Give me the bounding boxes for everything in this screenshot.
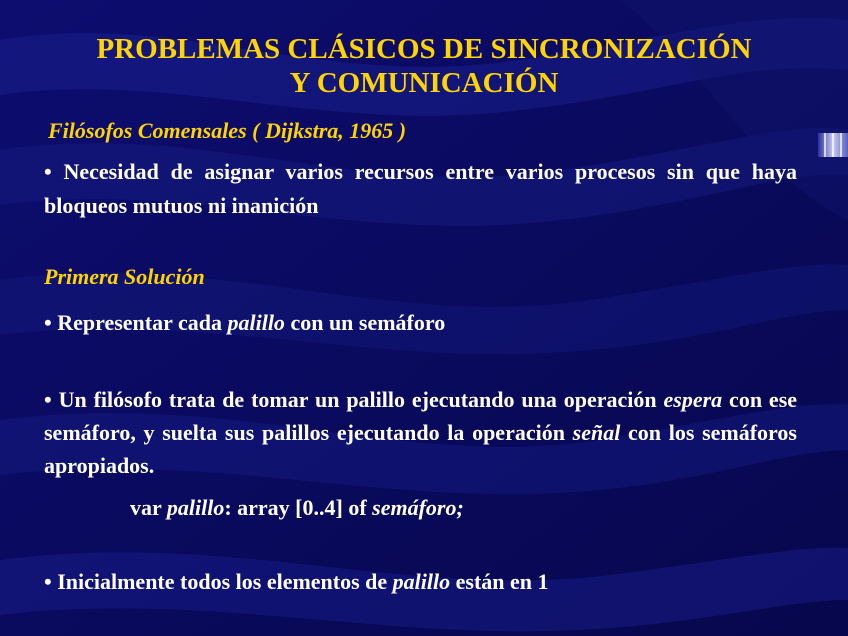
- code-declaration: [130, 493, 464, 523]
- section-heading: Primera Solución: [44, 264, 205, 289]
- code-text-italic: palillo: [166, 495, 225, 520]
- bullet-text: Representar cada: [57, 310, 228, 335]
- slide-subtitle: Filósofos Comensales ( Dijkstra, 1965 ): [48, 118, 407, 143]
- bullet-marker: •: [44, 569, 52, 594]
- bullet-paragraph-2: [44, 308, 445, 338]
- bullet-text-italic: señal: [572, 420, 621, 445]
- code-text-italic: semáforo;: [372, 495, 464, 520]
- title-line-1: PROBLEMAS CLÁSICOS DE SINCRONIZACIÓN: [96, 33, 752, 65]
- bullet-text: Inicialmente todos los elementos de: [57, 569, 393, 594]
- bullet-marker: •: [44, 387, 52, 412]
- bullet-marker: •: [44, 310, 52, 335]
- bullet-marker: •: [44, 159, 52, 184]
- bullet-paragraph-3: [44, 383, 797, 482]
- bullet-text: Necesidad de asignar varios recursos entre varios procesos sin que haya bloqueos mutuos ni inanición: [44, 159, 798, 218]
- bullet-text: Un filósofo trata de tomar un palillo ejecutando una operación: [58, 387, 664, 412]
- slide-nav-tab-icon[interactable]: [816, 130, 848, 160]
- bullet-text-italic: palillo: [227, 310, 285, 335]
- slide-title: [0, 32, 848, 100]
- bullet-text-italic: palillo: [392, 569, 451, 594]
- title-line-2: Y COMUNICACIÓN: [289, 67, 559, 99]
- bullet-paragraph-4: [44, 567, 549, 597]
- bullet-text: con los semáforos apropiados.: [44, 420, 797, 478]
- bullet-text: con un semáforo: [284, 310, 446, 335]
- bullet-text-italic: espera: [663, 387, 723, 412]
- code-text: var: [130, 495, 167, 520]
- code-text: : array [0..4] of: [224, 495, 373, 520]
- bullet-text: están en 1: [450, 569, 549, 594]
- bullet-paragraph-1: [44, 155, 797, 223]
- bullet-text: con ese semáforo, y suelta sus palillos ejecutando la operación: [44, 387, 798, 445]
